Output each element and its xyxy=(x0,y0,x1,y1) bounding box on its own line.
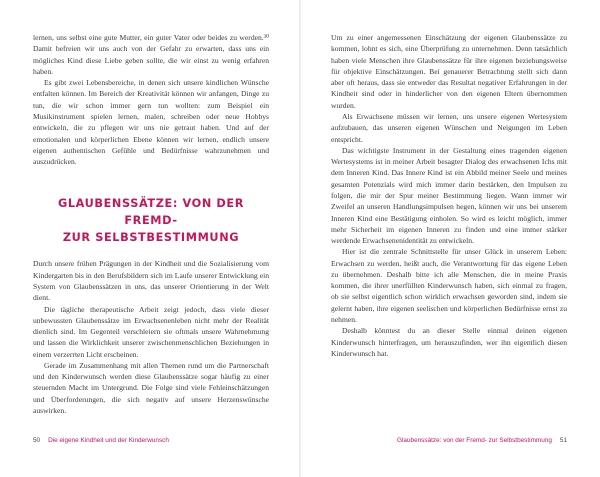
right-page xyxy=(331,32,567,359)
section-heading xyxy=(33,195,269,246)
left-page xyxy=(33,32,269,416)
left-running-title: Die eigene Kindheit und der Kinderwunsch xyxy=(48,437,169,444)
left-paragraph-3: Durch unsere frühen Prägungen in der Kindheit und die Sozialisierung vom Kindergarten bis in den Berufsbildern sich im Laufe unserer Entwicklung ein System von Glaubenssätzen in uns, das unserer Orientierung in der Welt dient. xyxy=(33,259,269,303)
right-paragraph-1: Um zu einer angemessenen Einschätzung der eigenen Glaubenssätze zu kommen, lohnt es sich, eine Überprüfung zu unternehmen. Denn tatsächlich haben viele Menschen ihre Glaubenssätze für ihre eigenen beziehungsweise für objektive Einschätzungen. Bei genauerer Betrachtung stellt sich dann aber oft heraus, dass sie entweder das Resultat negativer Erfahrungen in der Kindheit sind oder in hinderlicher von den eigenen Eltern übernommen wurden. xyxy=(331,33,567,110)
left-paragraph-5: Gerade im Zusammenhang mit allen Themen rund um die Partnerschaft und den Kinderwunsch werden diese Glaubenssätze sogar häufig zu einer steuernden Macht im Untergrund. Die Folge sind viele Fehleinschätzungen und Überforderungen, die sich negativ auf unsere Herzenswünsche auswirken. xyxy=(33,360,269,416)
right-paragraph-3: Das wichtigste Instrument in der Gestaltung eines tragenden eigenen Wertesystems ist in meiner Arbeit besagter Dialog des erwachsenen Ichs mit dem Inneren Kind. Das Innere Kind ist ein Abbild meiner Seele und meines gesamten Potenzials wird mich immer darin bestärken, den Impulsen zu folgen, die mir der Spur meiner Bestimmung liegen. Wann immer wir Zweifel an unseren Handlungsimpulsen hegen, können wir uns bei unserem Inneren Kind eine Bestätigung einholen. So wird es leicht möglich, immer mehr Sicherheit im eigenen Inneren zu finden und eine immer stärker werdende Erwachsenenidentität zu entwickeln. xyxy=(331,145,567,246)
left-page-number: 50 xyxy=(33,437,41,444)
right-page-number: 51 xyxy=(559,437,567,444)
section-heading-line-2: ZUR SELBSTBESTIMMUNG xyxy=(62,231,240,245)
left-paragraph-2: Es gibt zwei Lebensbereiche, in denen sich unsere kindlichen Wünsche entfalten können. Im Bereich der Kreativität können wir anfangen, Dinge zu tun, die wir schon immer gern tun wollten: zum Beispiel ein Musikinstrument spielen lernen, malen, schreiben oder neue Hobbys entwickeln, die zu pflegen wir uns nie getraut haben. Und auf der emotionalen und körperlichen Ebene können wir lernen, endlich unsere eigenen authentischen Gefühle und Bedürfnisse wahrzunehmen und auszudrücken. xyxy=(33,78,269,167)
right-paragraph-2: Als Erwachsene müssen wir lernen, uns unsere eigenen Wertesystem aufzubauen, das unseren eigenen Wünschen und Neigungen im Leben entspricht. xyxy=(331,111,567,144)
left-footer xyxy=(33,437,169,444)
right-paragraph-5: Deshalb könntest du an dieser Stelle einmal deinen eigenen Kinderwunsch hinterfragen, um herauszufinden, wer ihn eigentlich diesen Kinderwunsch hat. xyxy=(331,326,567,358)
right-running-title: Glaubenssätze: von der Fremd- zur Selbstbestimmung xyxy=(397,437,552,444)
book-gutter xyxy=(299,0,301,477)
section-heading-line-1: GLAUBENSSÄTZE: VON DER FREMD- xyxy=(57,197,245,228)
right-footer xyxy=(331,437,567,444)
left-paragraph-1: lernen, uns selbst eine gute Mutter, ein guter Vater oder beides zu werden.³⁰ Damit befreien wir uns auch von der Gefahr zu erwarten, dass uns ein mögliches Kind diese Liebe geben sollte, die wir einst zu wenig erfahren haben. xyxy=(33,33,269,76)
left-paragraph-4: Die tägliche therapeutische Arbeit zeigt jedoch, dass viele dieser unbewussten Glaubenssätze im Erwachsenenleben nicht mehr der Realität dienlich sind. Im Gegenteil verschleiern sie oftmals unsere Wahrnehmung und lassen die Wirklichkeit unserer zwischenmenschlichen Beziehungen in einem verzerrten Licht erscheinen. xyxy=(33,304,269,359)
right-paragraph-4: Hier ist die zentrale Schnittstelle für unser Glück in unserem Leben: Erwachsen zu werden, heißt auch, die Verantwortung für das eigene Leben zu übernehmen. Deshalb bitte ich alle Menschen, die in meine Praxis kommen, die ihrer unerfüllten Kinderwunsch haben, sich einmal zu fragen, ob sie selbst eigentlich schon wirklich erwachsen geworden sind, indem sie gelernt haben, ihre eigenen seelischen und körperlichen Bedürfnisse ernst zu nehmen. xyxy=(331,247,567,325)
